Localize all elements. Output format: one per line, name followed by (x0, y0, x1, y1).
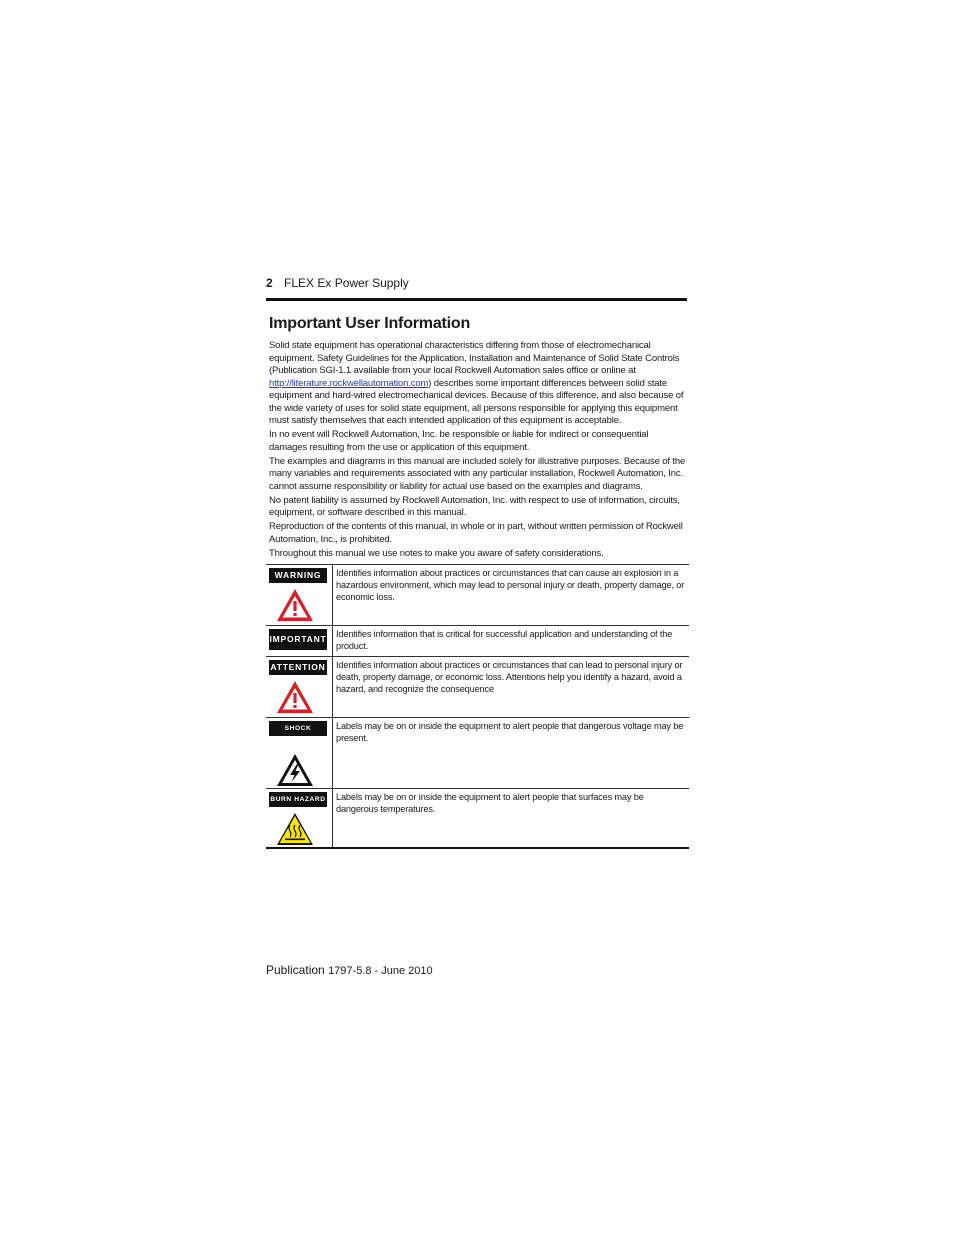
shock-hazard-badge: SHOCK HAZARD (269, 721, 327, 736)
important-text: Identifies information that is critical for successful application and understanding of the product. (333, 626, 690, 657)
paragraph-notes-intro: Throughout this manual we use notes to make you aware of safety considerations. (269, 547, 604, 559)
shock-hazard-text: Labels may be on or inside the equipment to alert people that dangerous voltage may be present. (333, 718, 690, 789)
attention-text: Identifies information about practices or circumstances that can lead to personal injury or death, property damage, or economic loss. Attentions help you identify a hazard, avoid a hazard, and recognize the consequence (333, 657, 690, 718)
note-row-burn-hazard (266, 789, 689, 849)
literature-link[interactable]: http://literature.rockwellautomation.com (269, 377, 429, 389)
note-row-warning (266, 565, 689, 626)
paragraph-liability: In no event will Rockwell Automation, Inc. be responsible or liable for indirect or consequential damages resulting from the use or application of this equipment. (269, 429, 649, 453)
warning-triangle-icon (275, 587, 315, 623)
burn-hazard-badge: BURN HAZARD (269, 792, 327, 807)
section-body (269, 340, 687, 562)
warning-badge: WARNING (269, 568, 327, 583)
publication-id: 1797-5.8 - June 2010 (328, 965, 433, 977)
important-badge: IMPORTANT (269, 629, 327, 650)
note-row-important (266, 626, 689, 657)
paragraph-examples: The examples and diagrams in this manual are included solely for illustrative purposes. Because of the many variables and requirements associated with any particular installation, Rockwell Automation, Inc. cannot assume responsibility or liability for actual use based on the examples and diagrams. (269, 455, 686, 492)
intro-paragraph: Solid state equipment has operational characteristics differing from those of electromechanical equipment. Safety Guidelines for the Application, Installation and Maintenance of Solid State Controls (Publication SGI-1.1 available from your local Rockwell Automation sales office or online at http://literature.rockwellautomation.com) describes some important differences between solid state equipment and hard-wired electromechanical devices. Because of this difference, and also because of the wide variety of uses for solid state equipment, all persons responsible for applying this equipment must satisfy themselves that each intended application of this equipment is acceptable. (269, 340, 684, 426)
note-row-attention (266, 657, 689, 718)
page-footer (266, 963, 433, 977)
note-row-shock-hazard (266, 718, 689, 789)
burn-hazard-icon (275, 811, 315, 847)
page-number: 2 (266, 276, 273, 290)
paragraph-reproduction: Reproduction of the contents of this manual, in whole or in part, without written permission of Rockwell Automation, Inc., is prohibited. (269, 521, 683, 545)
paragraph-patent: No patent liability is assumed by Rockwell Automation, Inc. with respect to use of information, circuits, equipment, or software described in this manual. (269, 494, 680, 518)
document-title: FLEX Ex Power Supply (284, 276, 409, 290)
page-header (266, 276, 687, 290)
warning-text: Identifies information about practices or circumstances that can cause an explosion in a hazardous environment, which may lead to personal injury or death, property damage, or economic loss. (333, 565, 690, 626)
attention-triangle-icon (275, 679, 315, 715)
safety-notes-table (266, 564, 689, 849)
attention-badge: ATTENTION (269, 660, 327, 675)
shock-hazard-icon (275, 752, 315, 788)
section-title: Important User Information (269, 315, 471, 332)
header-rule (266, 298, 687, 301)
publication-label: Publication (266, 963, 325, 977)
burn-hazard-text: Labels may be on or inside the equipment to alert people that surfaces may be dangerous temperatures. (333, 789, 690, 849)
